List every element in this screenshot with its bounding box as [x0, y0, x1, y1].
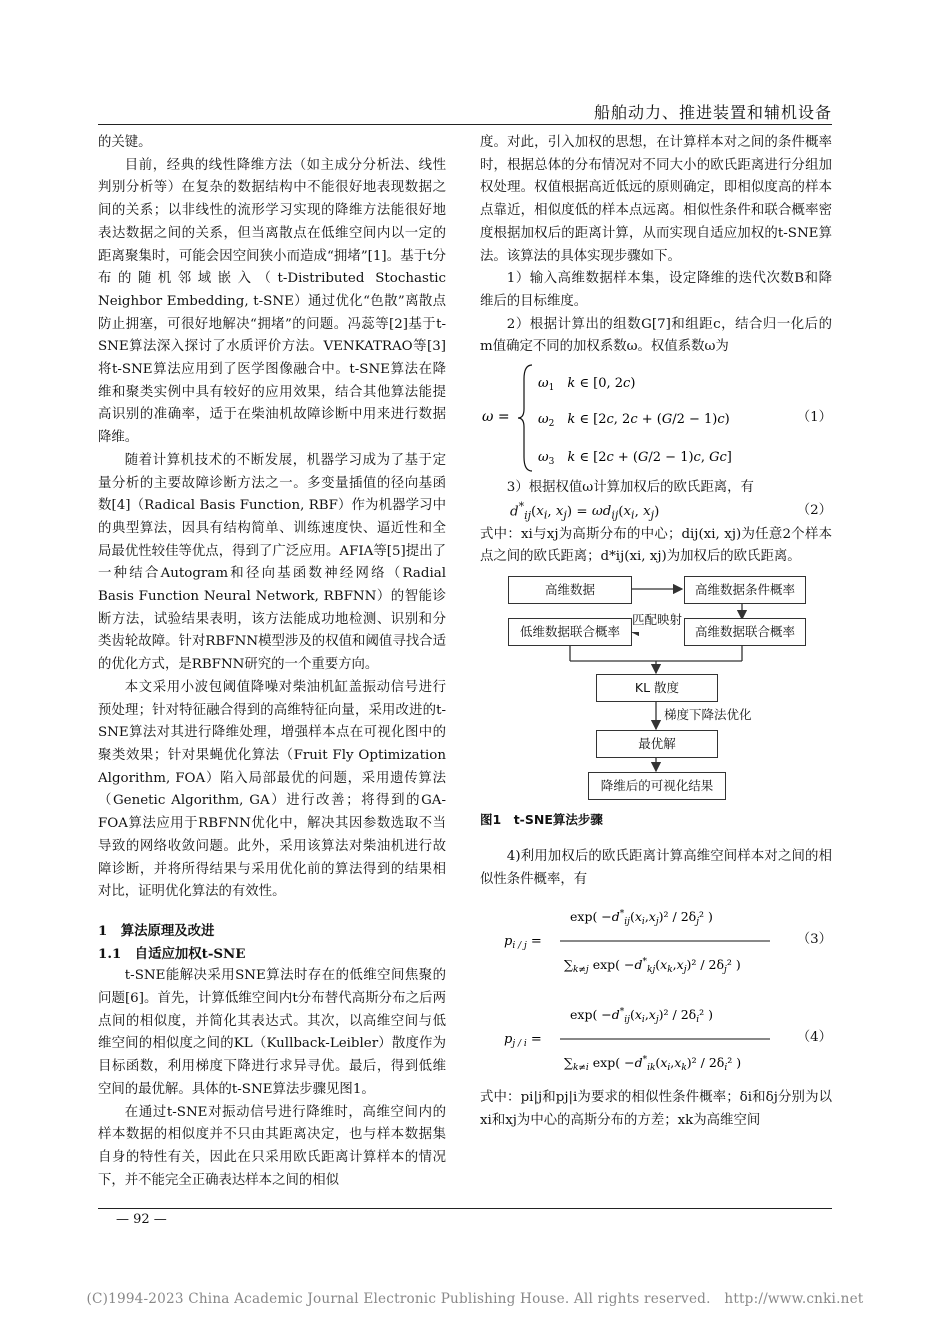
page-number: — 92 —: [116, 1212, 167, 1227]
step-4: 4)利用加权后的欧氏距离计算高维空间样本对之间的相似性条件概率，有: [480, 848, 832, 887]
equation-2: [480, 500, 832, 524]
equation-explanation: 式中：xi与xj为高斯分布的中心；dij(xi, xj)为任意2个样本点之间的欧氏距离；d*ij(xi, xj)为加权后的欧氏距离。: [480, 526, 832, 565]
journal-section-header: 船舶动力、推进装置和辅机设备: [593, 103, 832, 122]
high-dim-data-box: 高维数据: [508, 576, 632, 604]
equation-number: （1）: [796, 409, 832, 425]
svg-text:exp( −d*ij(xi,xj)² / 2δi² ): $\exp( -d^*_{ij}(x_i,x_j)^2 / 2\delta_i^2$ ): [570, 1007, 713, 1026]
footer-rule: [98, 1208, 832, 1209]
paragraph: 随着计算机技术的不断发展，机器学习成为了基于定量分析的主要故障诊断方法之一。多变量插值的径向基函数[4]（Radical Basis Function, RBF）作为机器学习中的典型算法，因具有结构简单、训练速度快、逼近性和全局最优性较佳等优点，得到了广泛应用。AFIA等[5]提出了一种结合Autogram和径向基函数神经网络（Radial Basis Function Neural Network, RBFNN）的智能诊断方法，试验结果表明，该方法能成功地检测、识别和分类齿轮故障。针对RBFNN模型涉及的权值和阈值寻找合适的优化方式，是RBFNN研究的一个重要方向。: [98, 452, 446, 673]
high-joint-prob-box: 高维数据联合概率: [684, 618, 806, 646]
optimal-solution-box: 最优解: [596, 730, 718, 758]
match-map-label: 匹配映射: [632, 609, 682, 632]
paragraph: 度。对此，引入加权的思想，在计算样本对之间的条件概率时，根据总体的分布情况对不同大小的欧氏距离进行分组加权处理。权值根据高近低远的原则确定，即相似度高的样本点靠近，相似度低的样本点远离。相似性条件和联合概率密度根据加权后的距离计算，从而实现自适应加权的t-SNE算法。该算法的具体实现步骤如下。: [480, 135, 832, 264]
right-column: [480, 132, 832, 1133]
header-rule: [98, 124, 832, 125]
equation-number: （3）: [796, 931, 832, 947]
subsection-heading: 1.1 自适应加权t-SNE: [98, 945, 246, 962]
equation-3: [480, 891, 832, 989]
step-3: 3）根据权值ω计算加权后的欧氏距离，有: [506, 480, 754, 496]
result-box: 降维后的可视化结果: [588, 772, 726, 800]
high-cond-prob-box: 高维数据条件概率: [684, 576, 806, 604]
section-heading: 1 算法原理及改进: [98, 922, 215, 939]
svg-text:ω3 k ∈ [2c + (G/2 − 1)c, Gc]: $\omega_3$ k ∈ [2c + (G/2 − 1)c, Gc]: [538, 450, 732, 468]
paragraph: 目前，经典的线性降维方法（如主成分分析法、线性判别分析等）在复杂的数据结构中不能很好地表现数据之间的关系；以非线性的流形学习实现的降维方法能很好地表达数据之间的关系，但当离散点在低维空间内以一定的距离聚集时，可能会因空间狭小而造成“拥堵”[1]。基于t分布的随机邻域嵌入（t-Distributed Stochastic Neighbor Embedding, t-SNE）通过优化“色散”离散点防止拥塞，可很好地解决“拥堵”的问题。冯蕊等[2]基于t-SNE算法深入探讨了水质评价方法。VENKATRAO等[3]将t-SNE算法应用到了医学图像融合中。t-SNE算法在降维和聚类实例中具有较好的应用效果，结合其他算法能提高识别的准确率，适于在柴油机故障诊断中用来进行数据降维。: [98, 157, 446, 446]
svg-text:∑k≠i exp( −d*ik(xi,xk)² / 2δi²: $\sum_{k\ne i}$ $\exp( -d^*_{ik}(x_i,x_k)^2 / 2\delta_i^2$ ): [564, 1055, 742, 1074]
svg-text:pj / i =: $p_{j / i}$ =: [504, 1032, 542, 1050]
svg-text:ω1 k ∈ [0, 2c): $\omega_1$ k ∈ [0, 2c): [538, 376, 636, 394]
copyright-footer: (C)1994-2023 China Academic Journal Electronic Publishing House. All rights reserved. http://www.cnki.net: [86, 1291, 864, 1307]
step-2: 2）根据计算出的组数G[7]和组距c，结合归一化后的m值确定不同的加权系数ω。权值系数ω为: [480, 316, 832, 355]
figure-caption: 图1 t-SNE算法步骤: [480, 812, 603, 828]
paragraph: 在通过t-SNE对振动信号进行降维时，高维空间内的样本数据的相似度并不只由其距离决定，也与样本数据集自身的特性有关，因此在只采用欧氏距离计算样本的情况下，并不能完全正确表达样本之间的相似: [98, 1104, 446, 1188]
distance-equation: $d^*_{ij}(x_i$, $x_j) = \omega d_{ij}(x_i$, $x_j$): [510, 499, 660, 522]
equation-number: （4）: [796, 1029, 832, 1045]
equation-4: [480, 989, 832, 1087]
svg-text:exp( −d*ij(xi,xj)² / 2δj² ): $\exp( -d^*_{ij}(x_i,x_j)^2 / 2\delta_j^2$ ): [570, 909, 713, 928]
svg-text:∑k≠j exp( −d*kj(xk,xj)² / 2δj²: $\sum_{k\ne j}$ $\exp( -d^*_{kj}(x_k,x_j)^2 / 2\delta_j^2$ ): [564, 957, 741, 976]
svg-text:ω =: ω =: [482, 409, 510, 426]
equation-number: （2）: [796, 503, 832, 519]
paragraph: 本文采用小波包阈值降噪对柴油机缸盖振动信号进行预处理；针对特征融合得到的高维特征向量，采用改进的t-SNE算法对其进行降维处理，增强样本点在可视化图中的聚类效果；针对果蝇优化算法（Fruit Fly Optimization Algorithm, FOA）陷入局部最优的问题，采用遗传算法（Genetic Algorithm, GA）进行改善；将得到的GA-FOA算法应用于RBFNN优化中，解决其因参数选取不当导致的网络收敛问题。此外，采用该算法对柴油机进行故障诊断，并将所得结果与采用优化前的算法得到的结果相对比，证明优化算法的有效性。: [98, 679, 446, 900]
equation-explanation: 式中：pi|j和pj|i为要求的相似性条件概率；δi和δj分别为以xi和xj为中心的高斯分布的方差；xk为高维空间: [480, 1090, 832, 1128]
step-1: 1）输入高维数据样本集，设定降维的迭代次数B和降维后的目标维度。: [480, 271, 832, 309]
left-column: [98, 132, 446, 1192]
weight-equation-graphic: [480, 359, 780, 477]
figure-1-flowchart: [480, 575, 832, 807]
paragraph: 的关键。: [98, 135, 152, 150]
svg-text:ω2 k ∈ [2c, 2c + (G/2 − 1)c): $\omega_2$ k ∈ [2c, 2c + (G/2 − 1)c): [538, 412, 730, 430]
gradient-label: 梯度下降法优化: [664, 704, 752, 727]
conditional-prob-j-i-graphic: [480, 989, 780, 1087]
equation-1: [480, 359, 832, 477]
svg-text:pi / j =: $p_{i / j}$ =: [504, 934, 542, 952]
conditional-prob-i-j-graphic: [480, 891, 780, 989]
kl-divergence-box: KL 散度: [596, 674, 718, 702]
low-joint-prob-box: 低维数据联合概率: [508, 618, 632, 646]
paragraph: t-SNE能解决采用SNE算法时存在的低维空间焦聚的问题[6]。首先，计算低维空间内t分布替代高斯分布之后两点间的相似度，并简化其表达式。其次，以高维空间与低维空间的相似度之间的KL（Kullback-Leibler）散度作为目标函数，利用梯度下降进行求异寻优。最后，得到低维空间的最优解。具体的t-SNE算法步骤见图1。: [98, 968, 446, 1097]
